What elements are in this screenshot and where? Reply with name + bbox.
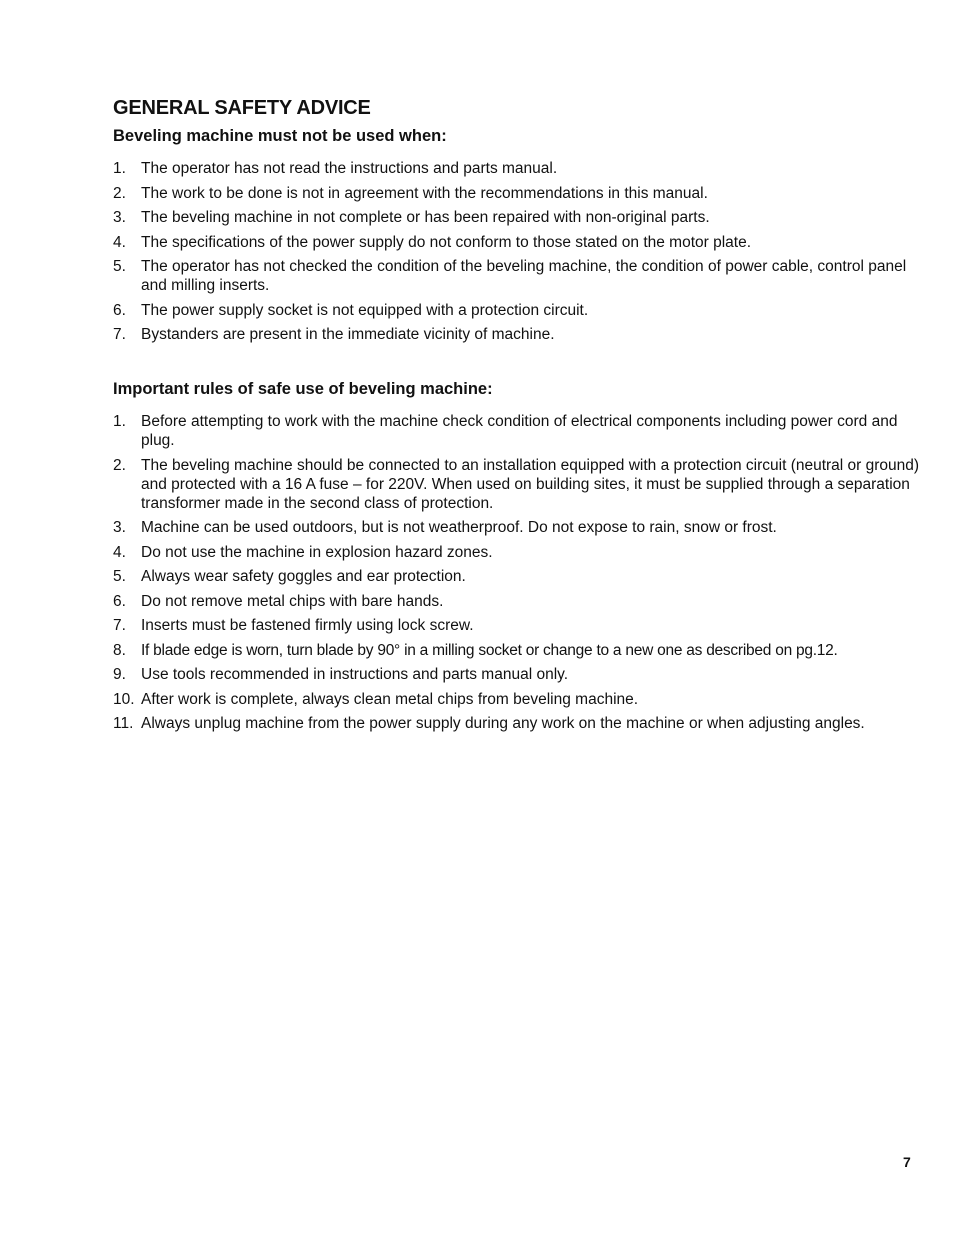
list-item xyxy=(113,257,928,295)
page-title: GENERAL SAFETY ADVICE xyxy=(113,97,371,119)
list-item-text: Inserts must be fastened firmly using lock screw. xyxy=(141,617,474,634)
list-item xyxy=(113,325,928,344)
list-item-text: The specifications of the power supply do not conform to those stated on the motor plate. xyxy=(141,233,752,251)
list-item-number: 6. xyxy=(113,301,126,319)
list-item xyxy=(113,233,928,252)
list-item-text: If blade edge is worn, turn blade by 90° in a milling socket or change to a new one as described on pg.12. xyxy=(141,641,838,659)
list-item xyxy=(113,184,928,203)
page-number: 7 xyxy=(903,1154,911,1170)
list-item-number: 1. xyxy=(113,413,126,430)
list-item xyxy=(113,665,928,684)
list-item-text: The work to be done is not in agreement with the recommendations in this manual. xyxy=(141,184,708,202)
list-item-number: 11. xyxy=(113,715,134,732)
list-item-number: 9. xyxy=(113,666,126,683)
list-item-number: 5. xyxy=(113,568,126,585)
section-heading: Important rules of safe use of beveling machine: xyxy=(113,380,493,398)
page-content xyxy=(113,95,928,739)
list-item-text: The power supply socket is not equipped with a protection circuit. xyxy=(141,301,589,319)
list-item-number: 10. xyxy=(113,690,135,708)
list-item-number: 2. xyxy=(113,184,126,202)
list-item-text: Do not remove metal chips with bare hands. xyxy=(141,592,444,610)
list-item-text: Machine can be used outdoors, but is not weatherproof. Do not expose to rain, snow or frost. xyxy=(141,519,777,536)
list-item-text: Always wear safety goggles and ear protection. xyxy=(141,568,466,585)
list-item xyxy=(113,714,928,733)
list-item xyxy=(113,301,928,320)
list-item-text: Before attempting to work with the machine check condition of electrical components including power cord and plug. xyxy=(141,413,898,449)
list-item xyxy=(113,592,928,611)
list-item-text: The beveling machine should be connected to an installation equipped with a protection circuit (neutral or ground) and protected with a 16 A fuse – for 220V. When used on building sites, it must be supplied through a separation transformer made in the second class of protection. xyxy=(141,456,920,512)
list-item-text: After work is complete, always clean metal chips from beveling machine. xyxy=(141,690,639,708)
list-item xyxy=(113,641,928,660)
section-heading: Beveling machine must not be used when: xyxy=(113,127,447,145)
list-item xyxy=(113,159,928,178)
list-item xyxy=(113,456,928,513)
list-item-number: 3. xyxy=(113,519,126,536)
list-item-number: 7. xyxy=(113,617,126,634)
list-item-number: 4. xyxy=(113,543,126,561)
list-item xyxy=(113,412,928,450)
list-item-text: Do not use the machine in explosion hazard zones. xyxy=(141,543,493,561)
list-item xyxy=(113,567,928,586)
list-item-number: 1. xyxy=(113,160,126,177)
safe-use-rules-list xyxy=(113,412,928,733)
list-item-text: Use tools recommended in instructions and parts manual only. xyxy=(141,666,569,683)
list-item xyxy=(113,690,928,709)
list-item xyxy=(113,616,928,635)
list-item-text: Bystanders are present in the immediate vicinity of machine. xyxy=(141,326,555,343)
list-item xyxy=(113,518,928,537)
list-item-text: The operator has not read the instructions and parts manual. xyxy=(141,160,558,177)
list-item xyxy=(113,208,928,227)
list-item-number: 2. xyxy=(113,456,126,474)
section-must-not-use xyxy=(113,125,928,344)
list-item-number: 5. xyxy=(113,258,126,275)
list-item-number: 3. xyxy=(113,209,126,226)
list-item-text: The beveling machine in not complete or has been repaired with non-original parts. xyxy=(141,209,710,226)
list-item-number: 7. xyxy=(113,326,126,343)
list-item xyxy=(113,543,928,562)
list-item-number: 4. xyxy=(113,233,126,251)
list-item-text: The operator has not checked the condition of the beveling machine, the condition of power cable, control panel and milling inserts. xyxy=(141,258,907,294)
must-not-use-list xyxy=(113,159,928,344)
section-safe-use-rules xyxy=(113,378,928,733)
list-item-number: 8. xyxy=(113,641,126,659)
list-item-text: Always unplug machine from the power supply during any work on the machine or when adjusting angles. xyxy=(141,715,865,732)
list-item-number: 6. xyxy=(113,592,126,610)
